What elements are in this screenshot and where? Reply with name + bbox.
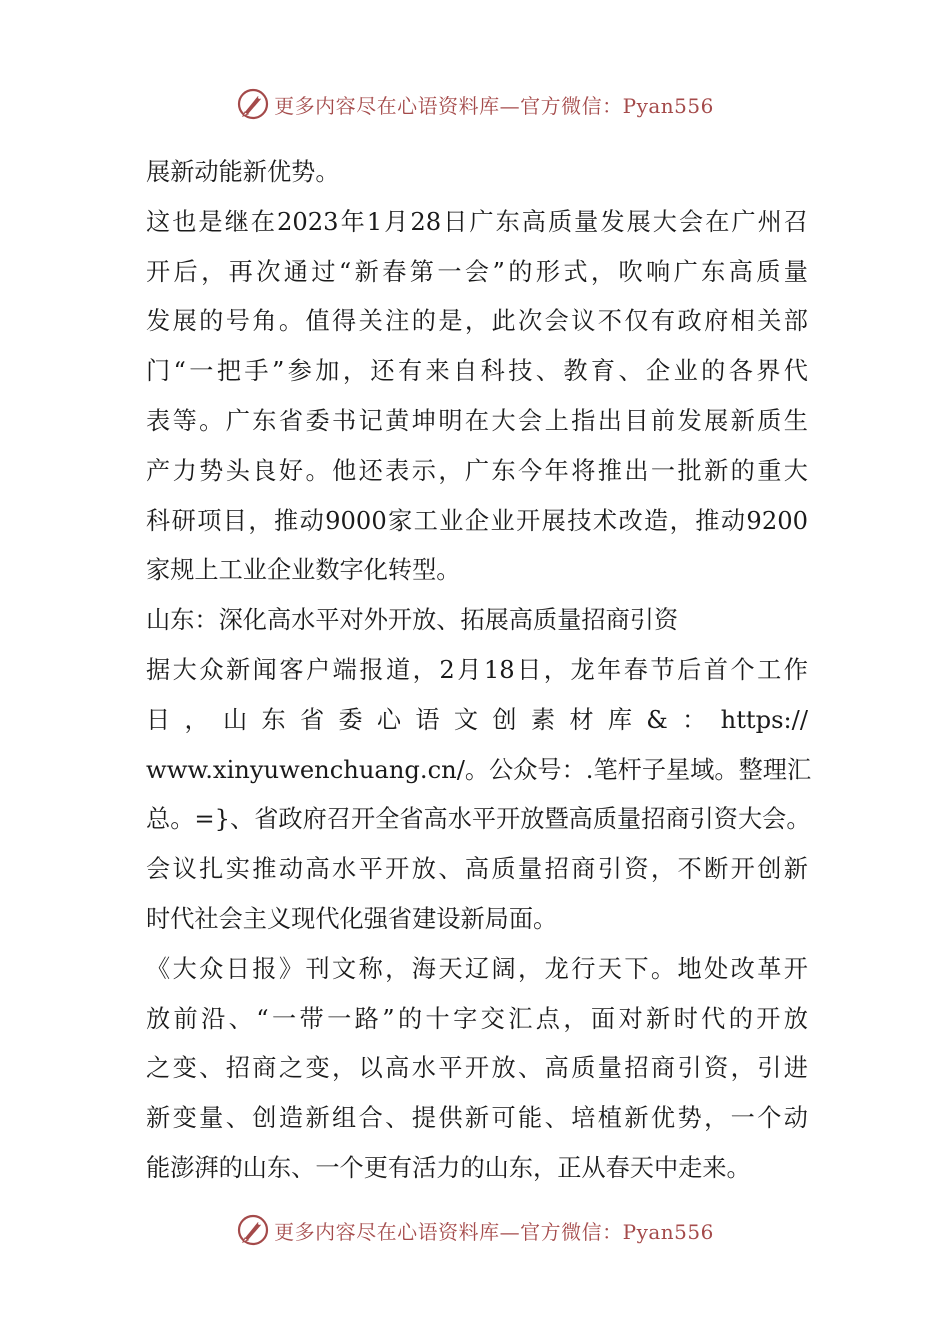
body-line: 之变、招商之变，以高水平开放、高质量招商引资，引进	[146, 1054, 808, 1083]
footer-watermark-text: 更多内容尽在心语资料库—官方微信：Pyan556	[274, 1219, 714, 1244]
pen-nib-logo-icon	[236, 87, 270, 121]
body-line: 这也是继在2023年1月28日广东高质量发展大会在广州召	[146, 207, 808, 236]
body-line: 表等。广东省委书记黄坤明在大会上指出目前发展新质生	[146, 406, 808, 435]
body-line: 总。=}、省政府召开全省高水平开放暨高质量招商引资大会。	[146, 805, 811, 834]
body-line: 展新动能新优势。	[146, 158, 340, 186]
body-line: 放前沿、“一带一路”的十字交汇点，面对新时代的开放	[146, 1004, 808, 1033]
body-line: 开后，再次通过“新春第一会”的形式，吹响广东高质量	[146, 257, 808, 286]
body-line: 发展的号角。值得关注的是，此次会议不仅有政府相关部	[146, 307, 808, 336]
body-line: 时代社会主义现代化强省建设新局面。	[146, 904, 558, 933]
body-line: 《大众日报》刊文称，海天辽阔，龙行天下。地处改革开	[146, 954, 808, 983]
body-line: 日，山东省委心语文创素材库&：https://	[146, 705, 808, 734]
body-line: 产力势头良好。他还表示，广东今年将推出一批新的重大	[146, 456, 808, 485]
body-line: 新变量、创造新组合、提供新可能、培植新优势，一个动	[146, 1104, 808, 1133]
pen-nib-logo-icon	[236, 1213, 270, 1247]
body-line: 据大众新闻客户端报道，2月18日，龙年春节后首个工作	[146, 655, 808, 684]
body-line: 能澎湃的山东、一个更有活力的山东，正从春天中走来。	[146, 1153, 751, 1182]
document-body	[146, 148, 812, 1194]
header-watermark-banner	[0, 84, 950, 124]
footer-watermark-banner	[0, 1210, 950, 1250]
body-line: 科研项目，推动9000家工业企业开展技术改造，推动9200	[146, 506, 808, 535]
body-line: www.xinyuwenchuang.cn/。公众号：.笔杆子星域。整理汇	[146, 755, 812, 784]
section-heading-shandong: 山东：深化高水平对外开放、拓展高质量招商引资	[146, 606, 679, 635]
body-line: 会议扎实推动高水平开放、高质量招商引资，不断开创新	[146, 855, 808, 884]
header-watermark-text: 更多内容尽在心语资料库—官方微信：Pyan556	[274, 93, 714, 118]
body-line: 门“一把手”参加，还有来自科技、教育、企业的各界代	[146, 357, 808, 386]
body-line: 家规上工业企业数字化转型。	[146, 556, 461, 585]
